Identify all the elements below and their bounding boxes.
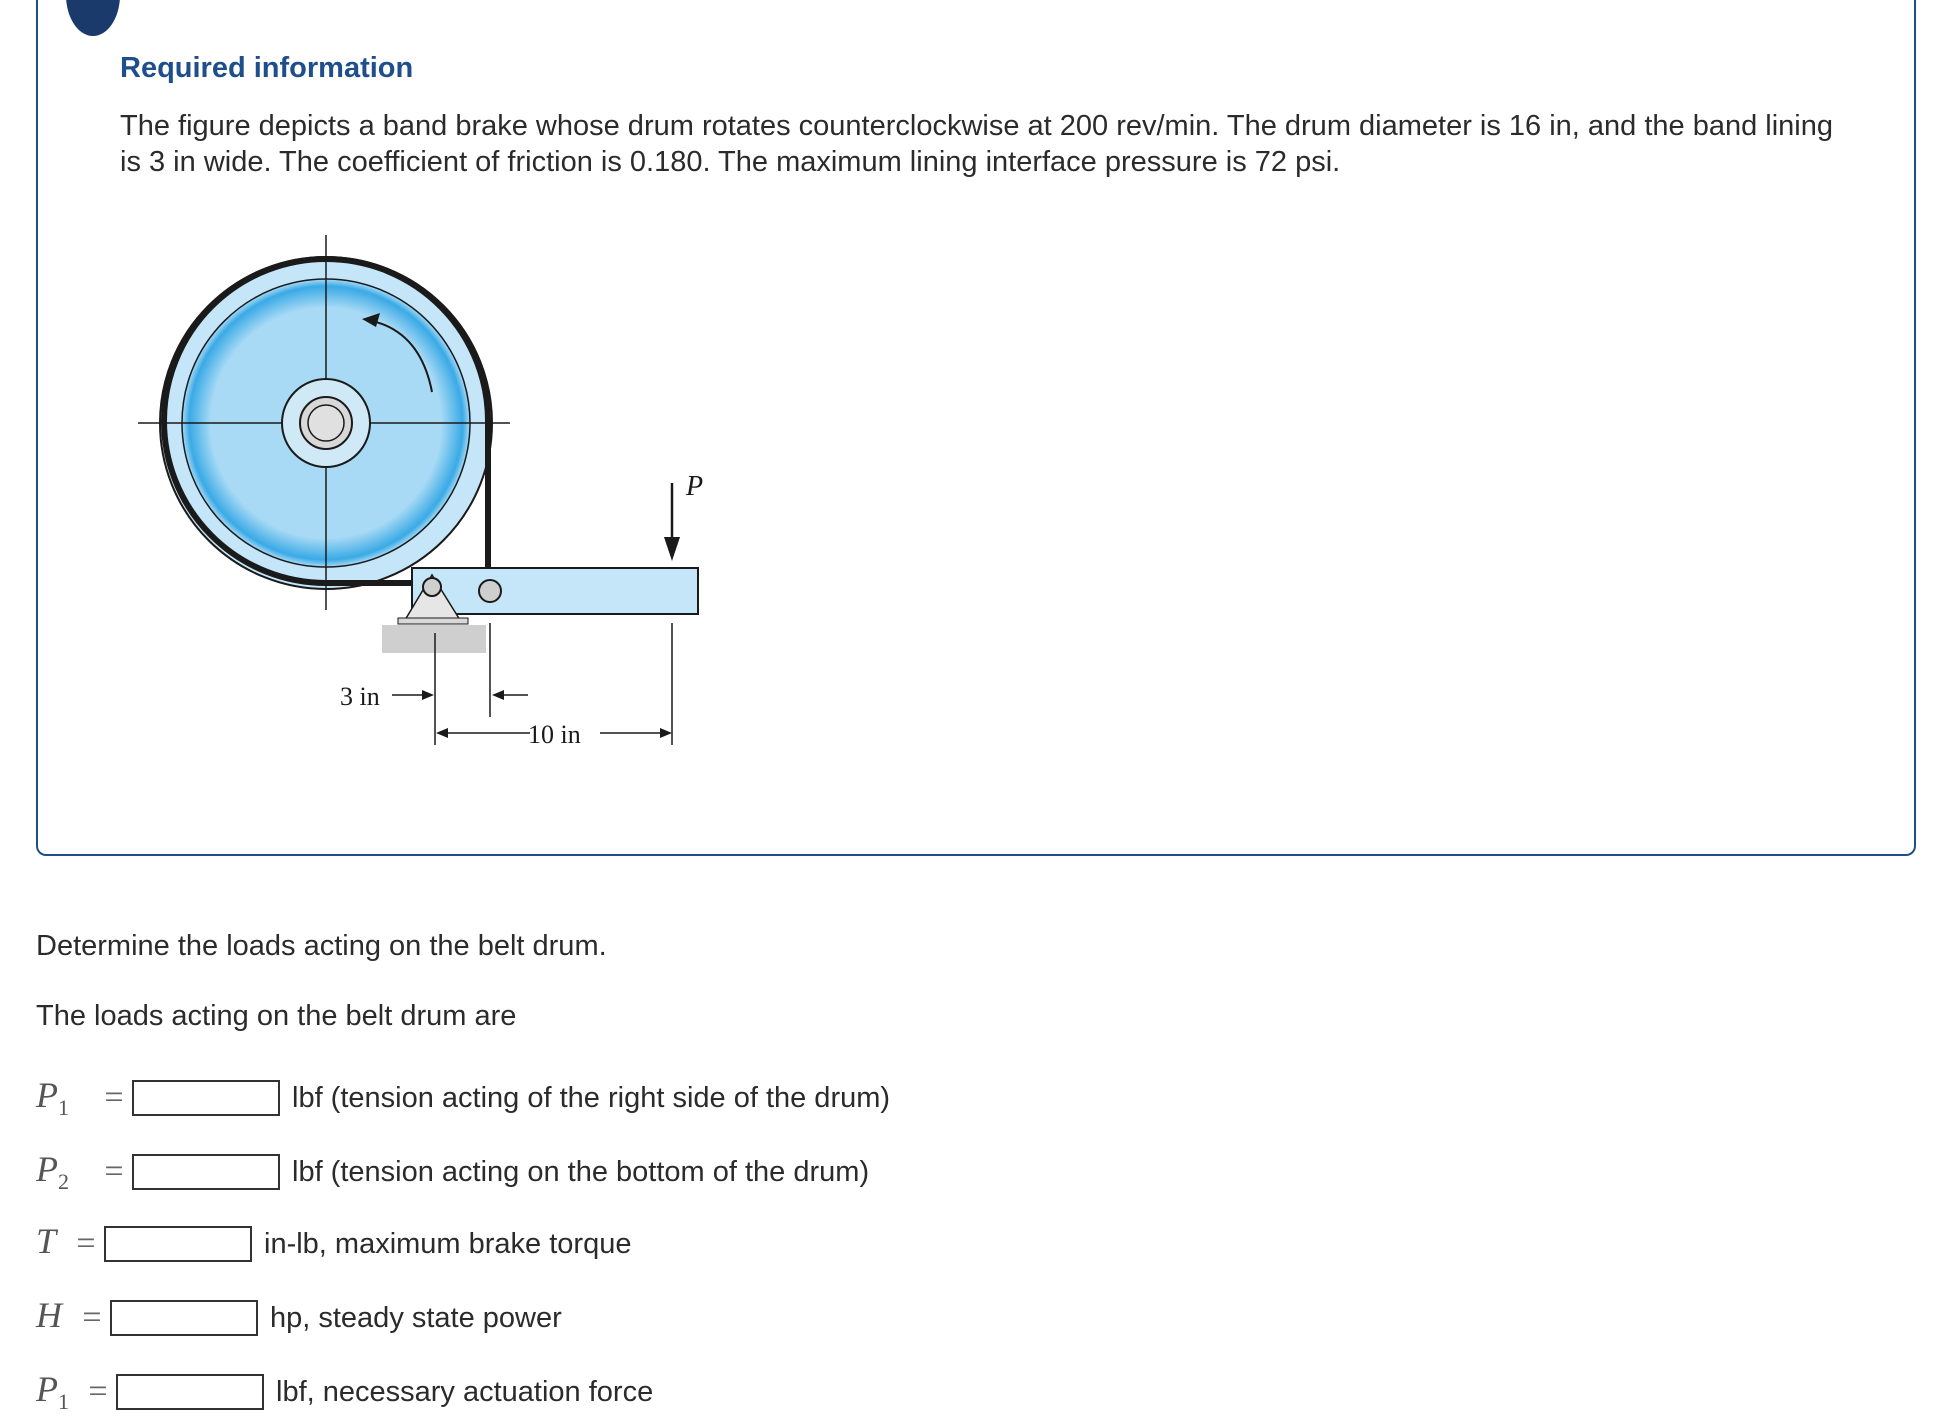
dim-10in-label: 10 in <box>528 720 581 749</box>
pivot-base-plate <box>398 618 468 624</box>
p1-tension-right-input[interactable] <box>132 1080 280 1116</box>
equals-sign: = <box>76 1225 96 1262</box>
pivot-pin <box>423 578 441 596</box>
ground <box>382 625 486 653</box>
dim-3in-left-arrowhead-icon <box>422 690 434 700</box>
problem-statement: The figure depicts a band brake whose drum rotates counterclockwise at 200 rev/min. The drum diameter is 16 in, and the band lining is 3 in wide. The coefficient of friction is 0.180. The maximum lining interface pressure is 72 psi. <box>120 110 1834 178</box>
required-info-title: Required information <box>120 52 414 84</box>
answer-unit: hp, steady state power <box>270 1301 562 1334</box>
dim-3in-label: 3 in <box>340 682 380 711</box>
answer-unit: lbf (tension acting on the bottom of the drum) <box>292 1155 870 1188</box>
p2-tension-bottom-input[interactable] <box>132 1154 280 1190</box>
power-input[interactable] <box>110 1300 258 1336</box>
equals-sign: = <box>104 1079 124 1116</box>
answer-unit: lbf (tension acting of the right side of the drum) <box>292 1081 891 1114</box>
answer-row-torque <box>36 1222 631 1266</box>
actuation-force-input[interactable] <box>116 1374 264 1410</box>
equals-sign: = <box>82 1299 102 1336</box>
answer-symbol: H <box>36 1295 62 1336</box>
answer-symbol: $P_1$ <box>36 1369 69 1415</box>
dim-3in-right-arrowhead-icon <box>492 690 504 700</box>
answer-row-p2 <box>36 1150 869 1194</box>
answer-row-actuation <box>36 1370 653 1414</box>
answer-unit: in-lb, maximum brake torque <box>264 1227 632 1260</box>
band-brake-figure <box>130 225 730 765</box>
info-badge <box>66 0 120 36</box>
answer-row-power <box>36 1296 562 1340</box>
dim-10in-left-arrowhead-icon <box>436 728 448 738</box>
force-arrowhead-icon <box>664 537 680 561</box>
answer-symbol: $P_2$ <box>36 1149 69 1195</box>
lever-arm <box>412 568 698 614</box>
answer-symbol: $P_1$ <box>36 1075 69 1121</box>
answer-row-p1 <box>36 1076 890 1120</box>
equals-sign: = <box>88 1373 108 1410</box>
lever-pin <box>479 580 501 602</box>
answer-unit: lbf, necessary actuation force <box>276 1375 654 1408</box>
hub-center <box>308 405 344 441</box>
question-prompt: Determine the loads acting on the belt drum. <box>36 930 607 962</box>
torque-input[interactable] <box>104 1226 252 1262</box>
equals-sign: = <box>104 1153 124 1190</box>
question-lead: The loads acting on the belt drum are <box>36 1000 517 1032</box>
answer-symbol: T <box>36 1221 57 1262</box>
force-label: P <box>686 471 704 502</box>
dim-10in-right-arrowhead-icon <box>660 728 672 738</box>
